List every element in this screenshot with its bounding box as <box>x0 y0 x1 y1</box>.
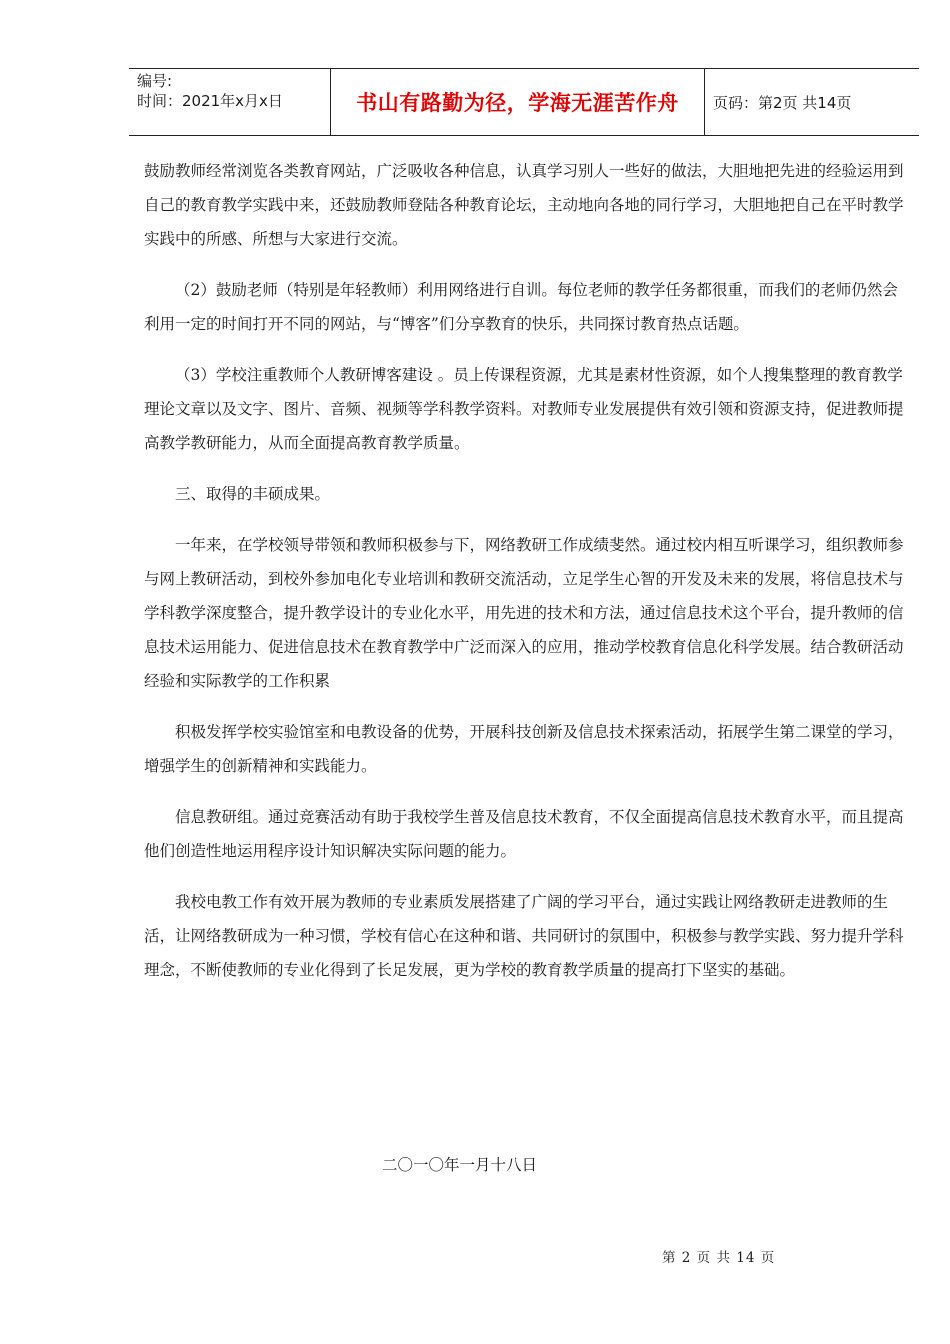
page-footer: 第 2 页 共 14 页 <box>662 1250 776 1266</box>
serial-label: 编号: <box>137 72 173 90</box>
header-motto: 书山有路勤为径，学海无涯苦作舟 <box>331 69 705 135</box>
header-meta <box>129 69 331 135</box>
paragraph: 鼓励教师经常浏览各类教育网站，广泛吸收各种信息，认真学习别人一些好的做法，大胆地把先进的经验运用到自己的教育教学实践中来，还鼓励教师登陆各种教育论坛，主动地向各地的同行学习，大胆地把自己在平时教学实践中的所感、所想与大家进行交流。 <box>144 162 904 248</box>
page-header <box>129 68 919 136</box>
section-heading: 三、取得的丰硕成果。 <box>175 485 331 503</box>
header-page-info: 页码：第2页 共14页 <box>713 93 852 112</box>
paragraph: （2）鼓励老师（特别是年轻教师）利用网络进行自训。每位老师的教学任务都很重，而我们的老师仍然会利用一定的时间打开不同的网站，与“博客”们分享教育的快乐，共同探讨教育热点话题。 <box>144 281 898 333</box>
paragraph: 一年来，在学校领导带领和教师积极参与下，网络教研工作成绩斐然。通过校内相互听课学习，组织教师参与网上教研活动，到校外参加电化专业培训和教研交流活动，立足学生心智的开发及未来的发展，将信息技术与学科教学深度整合，提升教学设计的专业化水平，用先进的技术和方法，通过信息技术这个平台，提升教师的信息技术运用能力、促进信息技术在教育教学中广泛而深入的应用，推动学校教育信息化科学发展。结合教研活动经验和实际教学的工作积累 <box>144 536 904 690</box>
paragraph: （3）学校注重教师个人教研博客建设 。员上传课程资源，尤其是素材性资源，如个人搜集整理的教育教学理论文章以及文字、图片、音频、视频等学科教学资料。对教师专业发展提供有效引领和资源支持，促进教师提高教学教研能力，从而全面提高教育教学质量。 <box>144 366 904 452</box>
document-body <box>144 154 904 1004</box>
paragraph: 信息教研组。通过竞赛活动有助于我校学生普及信息技术教育，不仅全面提高信息技术教育水平，而且提高他们创造性地运用程序设计知识解决实际问题的能力。 <box>144 808 904 860</box>
document-date: 二〇一〇年一月十八日 <box>382 1156 538 1174</box>
paragraph: 我校电教工作有效开展为教师的专业素质发展搭建了广阔的学习平台，通过实践让网络教研走进教师的生活，让网络教研成为一种习惯，学校有信心在这种和谐、共同研讨的氛围中，积极参与教学实践、努力提升学科理念，不断使教师的专业化得到了长足发展，更为学校的教育教学质量的提高打下坚实的基础。 <box>144 893 904 979</box>
paragraph: 积极发挥学校实验馆室和电教设备的优势，开展科技创新及信息技术探索活动，拓展学生第二课堂的学习，增强学生的创新精神和实践能力。 <box>144 723 904 775</box>
time-label: 时间：2021年x月x日 <box>137 92 283 110</box>
